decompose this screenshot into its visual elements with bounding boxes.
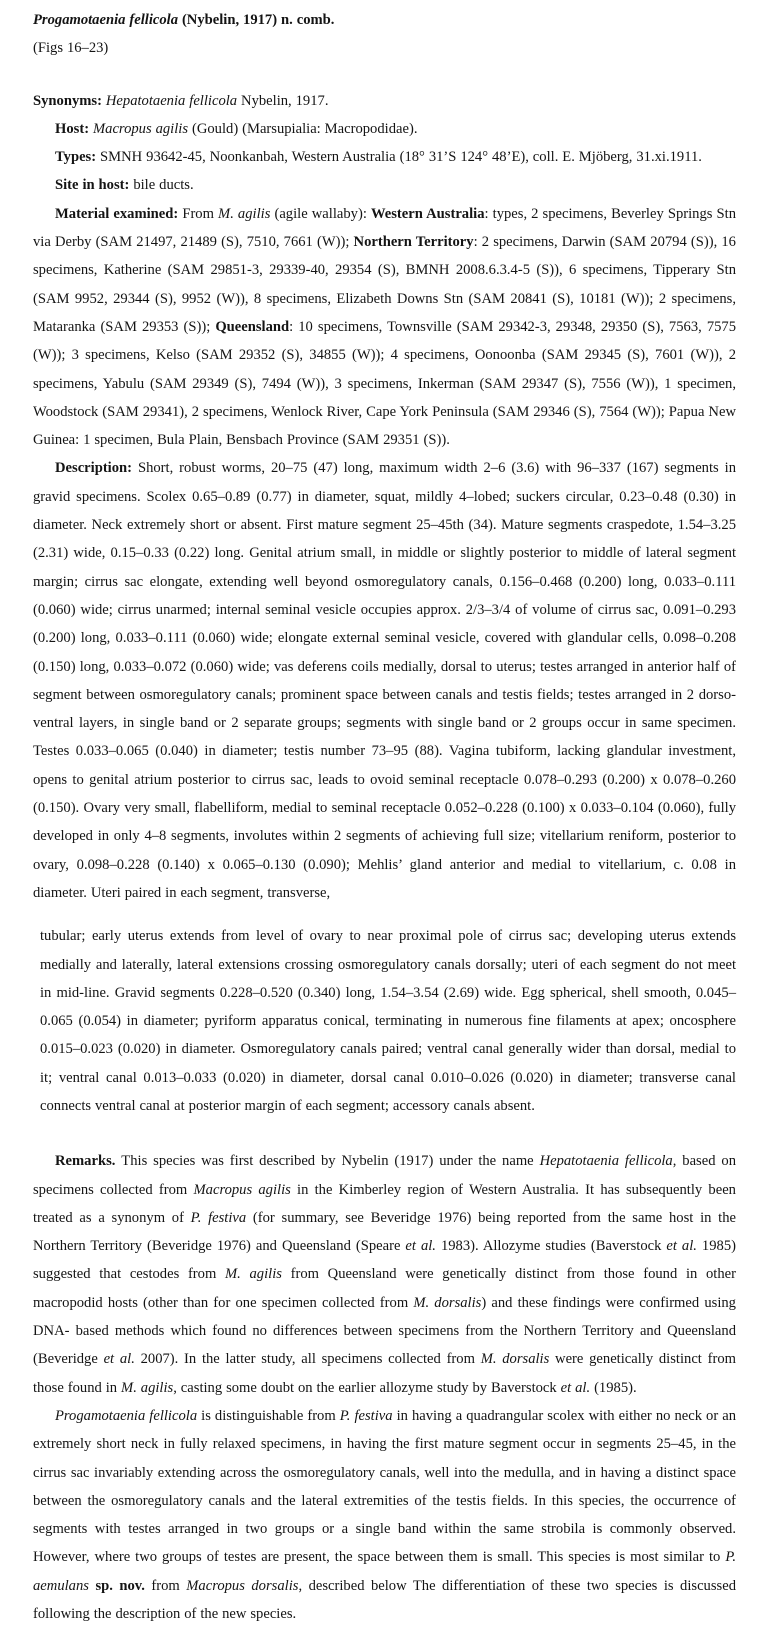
comparison-paragraph-run-1: is distinguishable from: [197, 1407, 340, 1424]
remarks-paragraph-run-11: 1985) suggested that cestodes from: [33, 1238, 736, 1283]
material-examined-paragraph-run-5: : types, 2 specimens, Beverley Springs Stn via Derby (SAM 21497, 21489 (S), 7510, 7661 (W));: [33, 205, 736, 251]
remarks-paragraph-run-21: , casting some doubt on the earlier allozyme study by Baverstock: [173, 1379, 561, 1396]
material-examined-paragraph: [33, 200, 736, 455]
species-authority: (Nybelin, 1917) n. comb.: [178, 12, 335, 28]
material-examined-paragraph-run-7: : 2 specimens, Darwin (SAM 20794 (S)), 16 specimens, Katherine (SAM 29851-3, 29339-40, 29354 (S), BMNH 2008.6.3.4-5 (S)), 6 specimens, Tipperary Stn (SAM 9952, 29344 (S), 9952 (W)), 8 specimens, Elizabeth Downs Stn (SAM 20841 (S), 10181 (W)); 2 specimens, Mataranka (SAM 29353 (S));: [33, 234, 736, 335]
site-in-host-paragraph: [33, 171, 736, 199]
description-paragraph-run-1: Short, robust worms, 20–75 (47) long, maximum width 2–6 (3.6) with 96–337 (167) segments in gravid specimens. Scolex 0.65–0.89 (0.77) in diameter, squat, mildly 4–lobed; suckers circular, 0.23–0.48 (0.30) in diameter. Neck extremely short or absent. First mature segment 25–45th (34). Mature segments craspedote, 1.54–3.25 (2.31) wide, 0.15–0.33 (0.22) long. Genital atrium small, in middle or slightly posterior to middle of lateral segment margin; cirrus sac elongate, extending well beyond osmoregulatory canals, 0.156–0.468 (0.200) long, 0.033–0.111 (0.060) wide; cirrus unarmed; internal seminal vesicle occupies approx. 2/3–3/4 of volume of cirrus sac, 0.091–0.293 (0.200) long, 0.033–0.111 (0.060) wide; elongate external seminal vesicle, covered with glandular cells, 0.098–0.208 (0.150) long, 0.033–0.072 (0.060) wide; vas deferens coils medially, dorsal to uterus; testes arranged in anterior half of segment between osmoregulatory canals; prominent space between canals and testis fields; testes arranged in 2 dorso-ventral layers, in single band or 2 separate groups; segments with single band or 2 groups occur in same specimen. Testes 0.033–0.065 (0.040) in diameter; testis number 73–95 (88). Vagina tubiform, lacking glandular investment, opens to genital atrium posterior to cirrus sac, leads to ovoid seminal receptacle 0.078–0.293 (0.200) x 0.078–0.260 (0.150). Ovary very small, flabelliform, medial to seminal receptacle 0.052–0.228 (0.100) x 0.033–0.104 (0.060), fully developed in only 4–8 segments, involutes within 2 segments of achieving full size; vitellarium reniform, posterior to ovary, 0.098–0.228 (0.140) x 0.065–0.130 (0.090); Mehlis’ gland anterior and medial to vitellarium, c. 0.08 in diameter. Uteri paired in each segment, transverse,: [33, 460, 737, 901]
synonym-species-name: Hepatotaenia fellicola: [105, 92, 238, 109]
comparison-paragraph-run-9: , described below The differentiation of these two species is discussed following the description of the new species.: [33, 1577, 736, 1623]
comparison-paragraph-run-0: Progamotaenia fellicola: [55, 1407, 198, 1424]
site-in-host-paragraph-run-1: bile ducts.: [133, 177, 194, 194]
remarks-paragraph-run-5: in the Kimberley region of Western Australia. It has subsequently been treated as a synonym of: [33, 1181, 736, 1226]
types-paragraph-run-1: SMNH 93642-45, Noonkanbah, Western Australia (18° 31’S 124° 48’E), coll. E. Mjöberg, 31.xi.1911.: [100, 149, 702, 166]
site-in-host-label: Site in host:: [55, 177, 134, 194]
description-paragraph: [33, 454, 736, 907]
species-name: Progamotaenia fellicola: [33, 12, 178, 28]
comparison-paragraph-run-2: P. festiva: [339, 1407, 393, 1424]
material-examined-label: Material examined:: [55, 205, 183, 222]
remarks-paragraph-run-3: , based on specimens collected from: [33, 1153, 736, 1198]
remarks-paragraph-run-8: et al.: [405, 1238, 436, 1255]
remarks-paragraph-run-22: et al.: [560, 1379, 591, 1396]
comparison-paragraph-run-3: in having a quadrangular scolex with either no neck or an extremely short neck in fully relaxed specimens, in having the first mature segment occur in segments 25–45, in the cirrus sac invariably extending across the osmoregulatory canals, well into the medulla, and in having a distinct space between the osmoregulatory canals and the lateral extremities of the testis fields. In this species, the occurrence of segments with testes arranged in two groups or a single band within the same strobila is commonly observed. However, where two groups of testes are present, the space between them is small. This species is most similar to: [33, 1407, 737, 1566]
description-continuation-paragraph: [33, 922, 736, 1120]
remarks-paragraph: [33, 1147, 736, 1402]
remarks-paragraph-run-14: M. dorsalis: [413, 1294, 482, 1311]
remarks-paragraph-run-16: et al.: [103, 1351, 135, 1368]
remarks-paragraph-run-13: from Queensland were genetically distinct from those found in other macropodid hosts (other than for one specimen collected from: [33, 1266, 736, 1311]
new-species-tag: sp. nov.: [95, 1577, 145, 1594]
comparison-paragraph: [33, 1402, 736, 1628]
comparison-paragraph-run-8: Macropus dorsalis: [186, 1577, 299, 1594]
remarks-paragraph-run-19: were genetically distinct from those found in: [33, 1351, 736, 1396]
figures-range: (Figs 16–23): [33, 40, 109, 57]
comparison-paragraph-run-4: P. aemulans: [33, 1549, 736, 1594]
remarks-paragraph-run-20: M. agilis: [121, 1379, 174, 1396]
remarks-paragraph-run-10: et al.: [666, 1238, 697, 1255]
host-species-name: Macropus agilis: [93, 120, 189, 137]
material-examined-paragraph-run-3: (agile wallaby):: [270, 205, 371, 222]
remarks-paragraph-run-7: (for summary, see Beveridge 1976) being reported from the same host in the Northern Territory (Beveridge 1976) and Queensland (Speare: [33, 1209, 736, 1255]
material-examined-paragraph-run-2: M. agilis: [218, 205, 271, 222]
host-paragraph-run-2: (Gould) (Marsupialia: Macropodidae).: [188, 120, 418, 137]
remarks-paragraph-run-2: Hepatotaenia fellicola: [539, 1153, 673, 1170]
remarks-paragraph-run-15: ) and these findings were confirmed using DNA- based methods which found no differences between specimens from the Northern Territory and Queensland (Beveridge: [33, 1294, 736, 1368]
types-label: Types:: [55, 149, 101, 166]
remarks-paragraph-run-12: M. agilis: [225, 1266, 282, 1283]
remarks-paragraph-run-6: P. festiva: [190, 1209, 247, 1226]
remarks-paragraph-run-1: This species was first described by Nybelin (1917) under the name: [121, 1153, 540, 1170]
description-label: Description:: [55, 460, 138, 477]
region-northern-territory: Northern Territory: [353, 234, 474, 251]
remarks-paragraph-run-4: Macropus agilis: [193, 1181, 291, 1198]
material-examined-paragraph-run-1: From: [182, 205, 219, 222]
synonyms-label: Synonyms:: [33, 92, 106, 109]
types-paragraph: [33, 143, 736, 171]
synonyms-paragraph: [33, 87, 736, 115]
region-queensland: Queensland: [215, 318, 290, 335]
remarks-paragraph-run-23: (1985).: [590, 1379, 637, 1396]
region-western-australia: Western Australia: [370, 205, 485, 222]
host-paragraph: [33, 115, 736, 143]
synonyms-paragraph-run-2: Nybelin, 1917.: [237, 92, 329, 109]
comparison-paragraph-run-7: from: [144, 1577, 187, 1594]
figures-reference: [33, 34, 736, 62]
remarks-paragraph-run-17: 2007). In the latter study, all specimens collected from: [134, 1351, 481, 1368]
species-heading: [33, 6, 736, 34]
remarks-label: Remarks.: [55, 1153, 122, 1170]
material-examined-paragraph-run-9: : 10 specimens, Townsville (SAM 29342-3, 29348, 29350 (S), 7563, 7575 (W)); 3 specimens, Kelso (SAM 29352 (S), 34855 (W)); 4 specimens, Oonoonba (SAM 29345 (S), 7601 (W)), 2 specimens, Yabulu (SAM 29349 (S), 7494 (W)), 3 specimens, Inkerman (SAM 29347 (S), 7556 (W)), 1 specimen, Woodstock (SAM 29341), 2 specimens, Wenlock River, Cape York Peninsula (SAM 29346 (S), 7564 (W)); Papua New Guinea: 1 specimen, Bula Plain, Bensbach Province (SAM 29351 (S)).: [33, 318, 737, 449]
host-label: Host:: [55, 120, 93, 137]
remarks-paragraph-run-9: 1983). Allozyme studies (Baverstock: [435, 1238, 667, 1255]
description-continuation-paragraph-run-0: tubular; early uterus extends from level of ovary to near proximal pole of cirrus sac; developing uterus extends medially and laterally, lateral extensions crossing osmoregulatory canals dorsally; uteri of each segment do not meet in mid-line. Gravid segments 0.228–0.520 (0.340) long, 1.54–3.54 (2.69) wide. Egg spherical, shell smooth, 0.045–0.065 (0.054) in diameter; pyriform apparatus conical, terminating in numerous fine filaments at apex; oncosphere 0.015–0.023 (0.020) in diameter. Osmoregulatory canals paired; ventral canal generally wider than dorsal, medial to it; ventral canal 0.013–0.033 (0.020) in diameter, dorsal canal 0.010–0.026 (0.020) in diameter; transverse canal connects ventral canal at posterior margin of each segment; accessory canals absent.: [40, 928, 736, 1114]
remarks-paragraph-run-18: M. dorsalis: [480, 1351, 550, 1368]
